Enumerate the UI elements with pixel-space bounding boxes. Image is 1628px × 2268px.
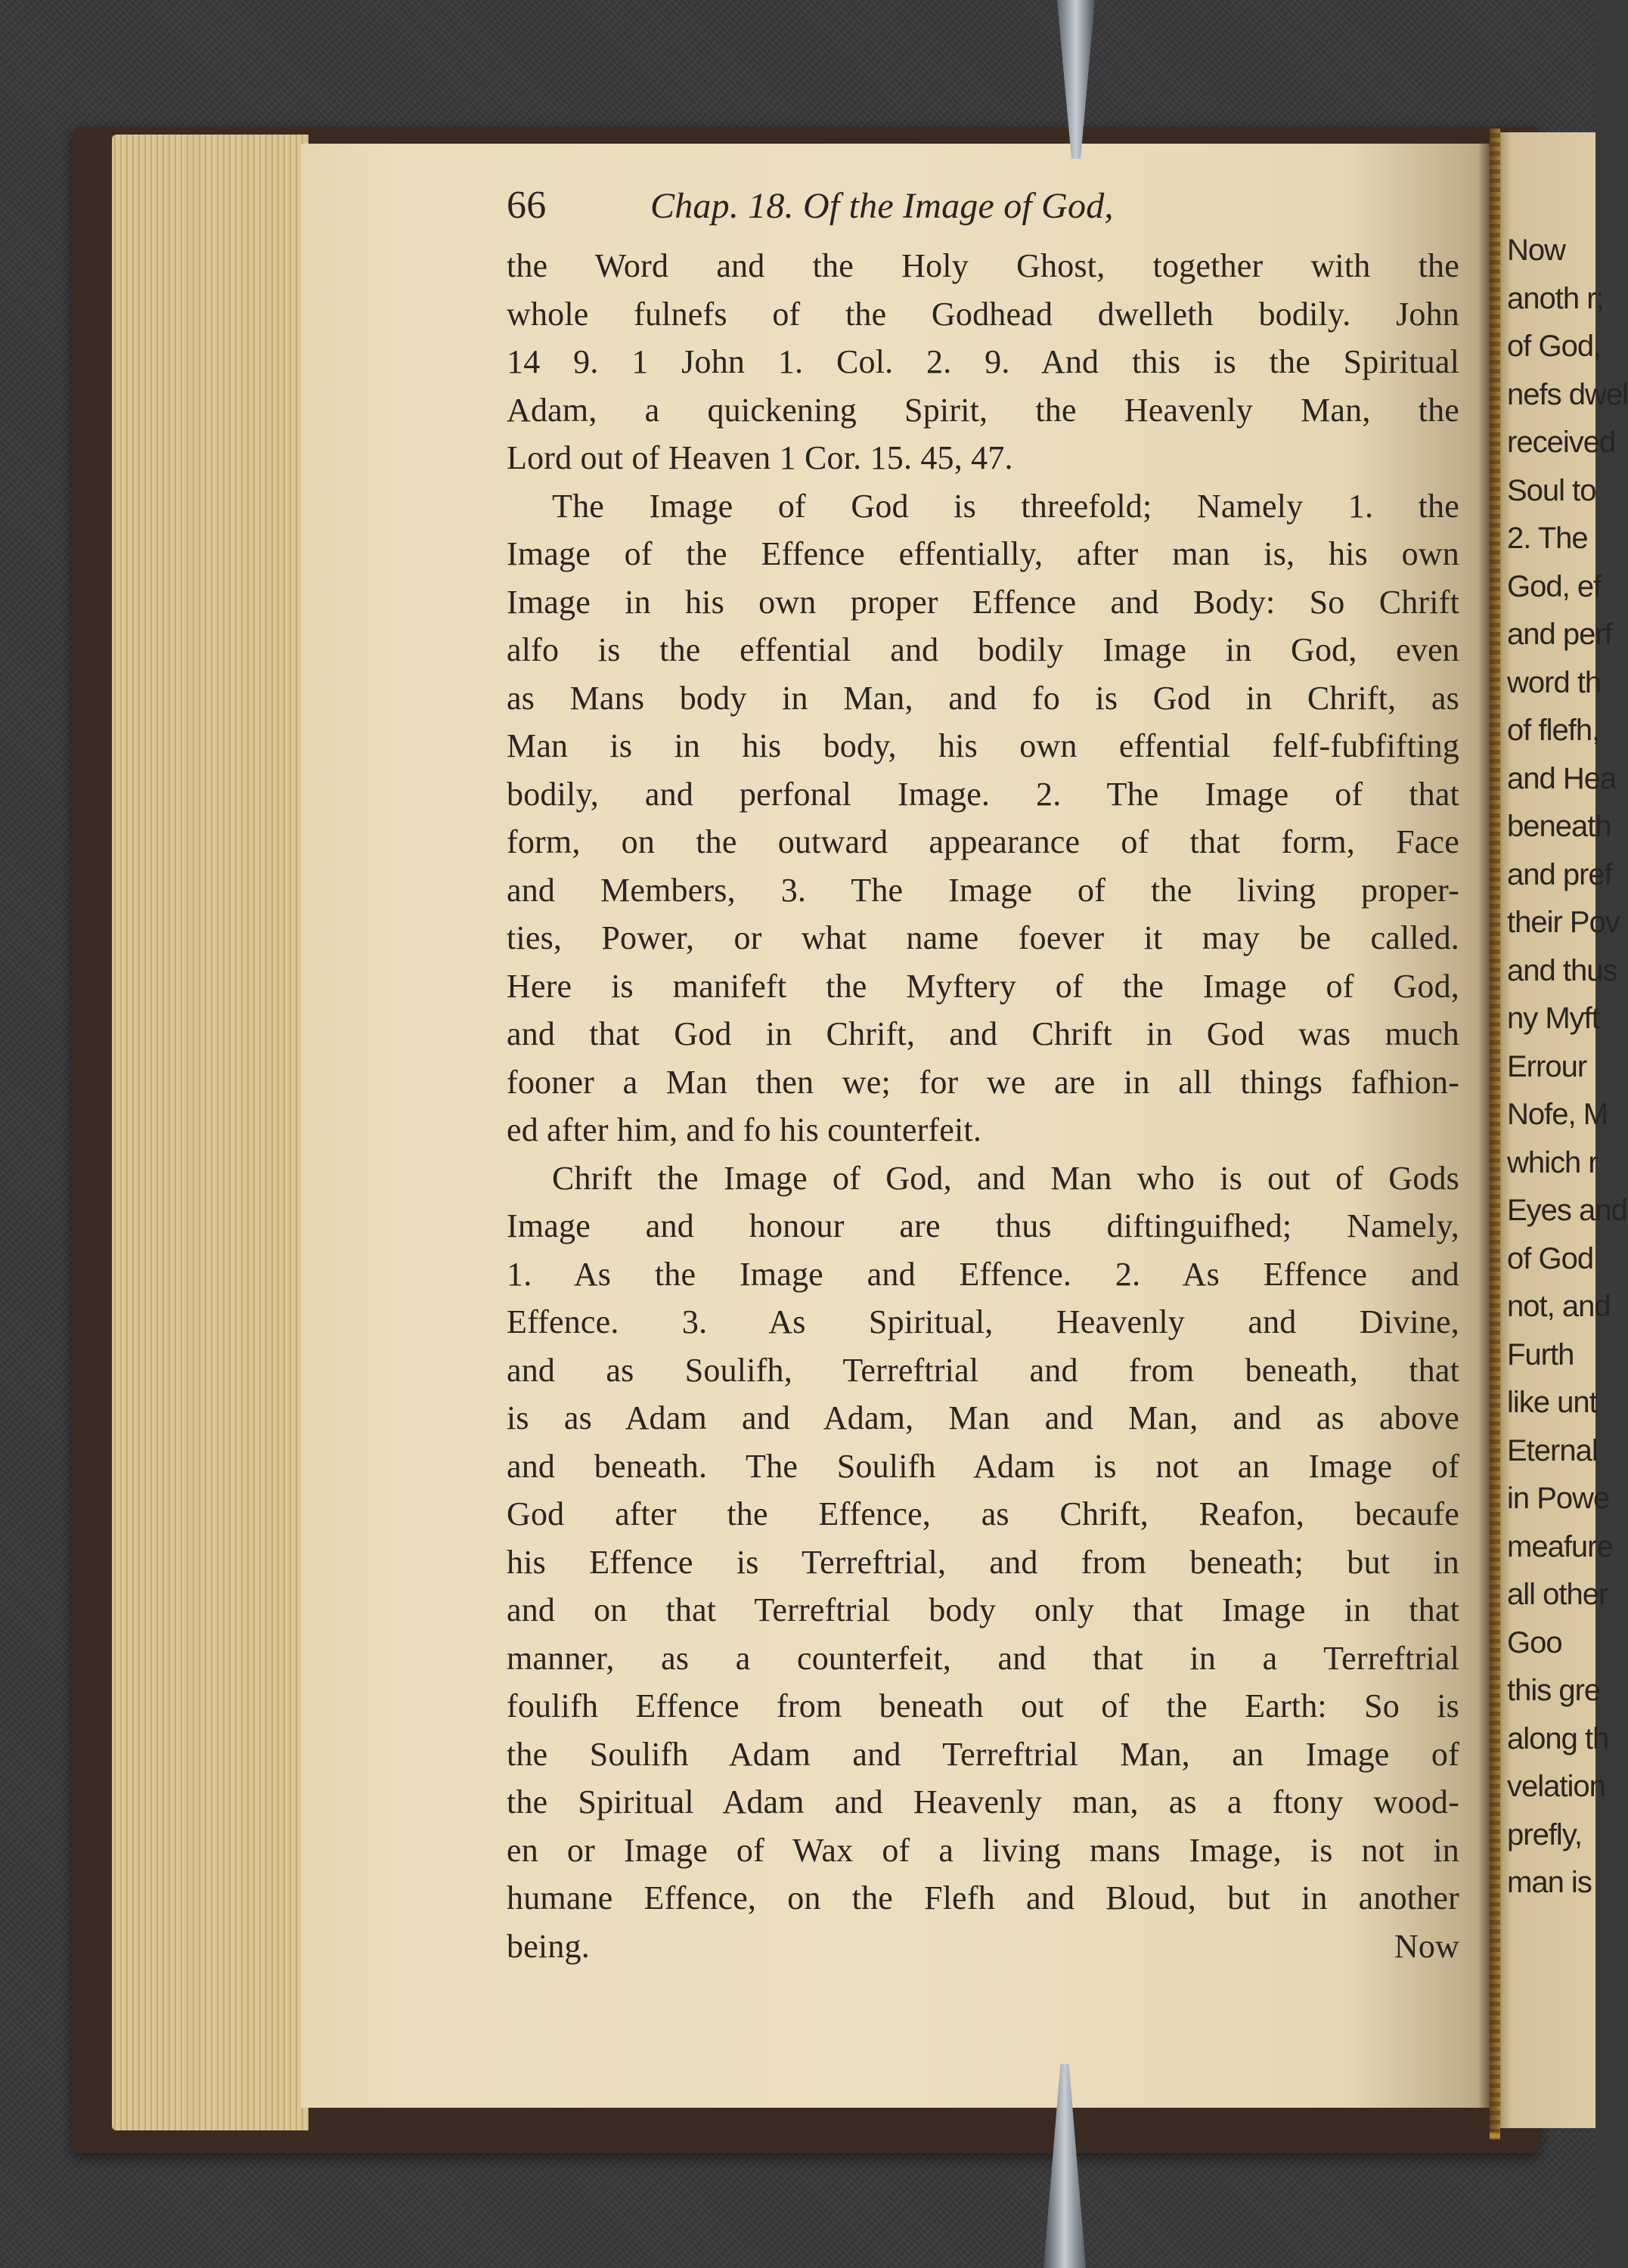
facing-line: man is	[1507, 1866, 1592, 1899]
text-line: as Mans body in Man, and fo is God in Chrift, as	[507, 679, 1459, 717]
facing-line: and perf	[1507, 618, 1612, 651]
text-line: ed after him, and fo his counterfeit.	[507, 1111, 982, 1148]
text-line: is as Adam and Adam, Man and Man, and as above	[507, 1399, 1459, 1436]
text-line: the Spiritual Adam and Heavenly man, as a ftony wood-	[507, 1783, 1459, 1820]
text-line: alfo is the effential and bodily Image in God, even	[507, 631, 1459, 668]
text-line: 1. As the Image and Effence. 2. As Effence and	[507, 1255, 1459, 1293]
text-line: Lord out of Heaven 1 Cor. 15. 45, 47.	[507, 439, 1013, 476]
facing-line: ny Myft	[1507, 1002, 1599, 1035]
facing-line: of flefh,	[1507, 714, 1600, 747]
text-line: being.	[507, 1927, 590, 1965]
text-line: whole fulnefs of the Godhead dwelleth bodily. John	[507, 295, 1459, 333]
facing-line: Nofe, M	[1507, 1098, 1608, 1131]
text-line: Here is manifeft the Myftery of the Image of God,	[507, 967, 1459, 1005]
text-line: humane Effence, on the Flefh and Bloud, but in another	[507, 1879, 1459, 1916]
facing-line: not, and	[1507, 1290, 1611, 1323]
text-line: Adam, a quickening Spirit, the Heavenly Man, the	[507, 391, 1459, 429]
facing-line: 2. The	[1507, 522, 1588, 555]
catchword: Now	[1394, 1927, 1459, 1965]
text-line: God after the Effence, as Chrift, Reafon, becaufe	[507, 1495, 1459, 1532]
page-number: 66	[507, 184, 547, 227]
text-line: Effence. 3. As Spiritual, Heavenly and Divine,	[507, 1303, 1459, 1340]
text-line: Image of the Effence effentially, after man is, his own	[507, 535, 1459, 572]
facing-line: beneath	[1507, 810, 1611, 843]
text-line: Man is in his body, his own effential felf-fubfifting	[507, 727, 1459, 764]
text-line: manner, as a counterfeit, and that in a Terreftrial	[507, 1639, 1459, 1677]
text-line: en or Image of Wax of a living mans Image, is not in	[507, 1831, 1459, 1869]
text-line: and beneath. The Soulifh Adam is not an Image of	[507, 1447, 1459, 1485]
text-line: Image and honour are thus diftinguifhed; Namely,	[507, 1207, 1459, 1244]
text-line: and as Soulifh, Terreftrial and from beneath, that	[507, 1351, 1459, 1389]
facing-line: anoth r;	[1507, 281, 1604, 315]
facing-line: Furth	[1507, 1337, 1574, 1371]
text-line: the Word and the Holy Ghost, together with the	[507, 247, 1459, 284]
running-head: Chap. 18. Of the Image of God,	[650, 186, 1114, 226]
facing-line: God, ef	[1507, 569, 1602, 603]
facing-line: of God	[1507, 1241, 1594, 1275]
text-line: ties, Power, or what name foever it may be called.	[507, 919, 1459, 956]
facing-line: prefly,	[1507, 1817, 1582, 1851]
facing-line: and pref	[1507, 857, 1612, 891]
facing-line: and thus	[1507, 953, 1617, 987]
facing-line: all other	[1507, 1578, 1608, 1611]
facing-line: in Powe	[1507, 1482, 1610, 1515]
text-line: 14 9. 1 John 1. Col. 2. 9. And this is the Spiritual	[507, 343, 1459, 380]
facing-line: of God,	[1507, 330, 1602, 363]
text-line: form, on the outward appearance of that form, Face	[507, 823, 1459, 860]
facing-line: nefs dwel	[1507, 377, 1628, 411]
facing-line: Soul to	[1507, 473, 1596, 507]
page-edges	[112, 135, 309, 2130]
facing-line: velation	[1507, 1770, 1605, 1803]
book-gutter	[1478, 129, 1502, 2132]
text-line: his Effence is Terreftrial, and from beneath; but in	[507, 1543, 1459, 1581]
facing-line: their Pov	[1507, 906, 1620, 939]
text-line: The Image of God is threefold; Namely 1. the	[552, 487, 1459, 525]
left-page-text	[507, 181, 1459, 1970]
text-line: Image in his own proper Effence and Body: So Chrift	[507, 583, 1459, 621]
text-line: fooner a Man then we; for we are in all things fafhion-	[507, 1063, 1459, 1101]
facing-line: Eyes and	[1507, 1194, 1627, 1227]
facing-line: Now	[1507, 234, 1566, 267]
facing-line: Eternal	[1507, 1433, 1598, 1467]
text-line: and on that Terreftrial body only that Image in that	[507, 1591, 1459, 1628]
text-line: and that God in Chrift, and Chrift in God was much	[507, 1015, 1459, 1052]
facing-line: this gre	[1507, 1674, 1601, 1707]
facing-line: along th	[1507, 1721, 1609, 1755]
facing-line: and Hea	[1507, 761, 1617, 795]
facing-line: received	[1507, 426, 1616, 459]
facing-line: Errour	[1507, 1049, 1587, 1083]
facing-line: word th	[1507, 665, 1602, 699]
facing-line: which r	[1507, 1145, 1598, 1179]
text-line: and Members, 3. The Image of the living proper-	[507, 871, 1459, 909]
text-line: bodily, and perfonal Image. 2. The Image of that	[507, 775, 1459, 813]
facing-page-text	[1507, 227, 1628, 1907]
facing-line: Goo	[1507, 1625, 1562, 1659]
last-line	[507, 1923, 1459, 1971]
text-line: Chrift the Image of God, and Man who is out of Gods	[552, 1159, 1459, 1197]
facing-line: meafure	[1507, 1529, 1613, 1563]
facing-line: like unt	[1507, 1386, 1597, 1419]
text-line: the Soulifh Adam and Terreftrial Man, an Image of	[507, 1735, 1459, 1773]
text-line: foulifh Effence from beneath out of the Earth: So is	[507, 1687, 1459, 1724]
page-header	[507, 181, 1459, 242]
